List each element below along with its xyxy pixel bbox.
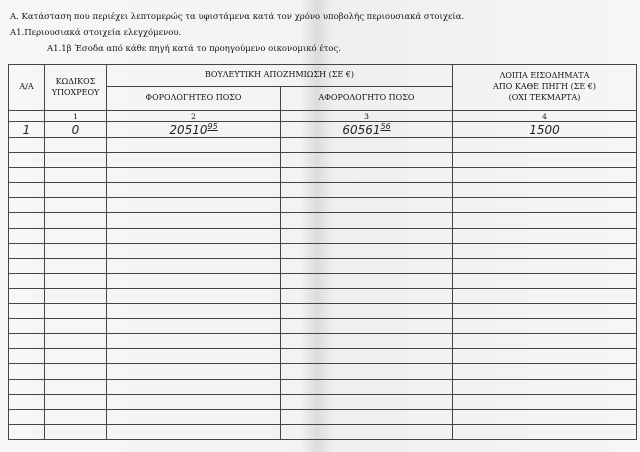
empty-row bbox=[9, 349, 637, 364]
index-blank bbox=[9, 111, 45, 122]
empty-row bbox=[9, 273, 637, 288]
row-other: 1500 bbox=[453, 122, 637, 138]
empty-row bbox=[9, 424, 637, 439]
row-taxfree: 60561$^{56}$ bbox=[281, 122, 453, 138]
header-taxfree: ΑΦΟΡΟΛΟΓΗΤΟ ΠΟΣΟ bbox=[281, 87, 453, 111]
header-code: ΚΩΔΙΚΟΣ ΥΠΟΧΡΕΟΥ bbox=[45, 65, 107, 111]
income-table bbox=[8, 64, 637, 440]
empty-row bbox=[9, 304, 637, 319]
subsection-title: Α1.Περιουσιακά στοιχεία ελεγχόμενου. bbox=[10, 28, 182, 38]
empty-row bbox=[9, 288, 637, 303]
empty-row bbox=[9, 379, 637, 394]
empty-row bbox=[9, 138, 637, 153]
index-1: 1 bbox=[45, 111, 107, 122]
section-title: Α. Κατάσταση που περιέχει λεπτομερώς τα υφιστάμενα κατά τον χρόνο υποβολής περιουσιακά στοιχεία. bbox=[10, 12, 465, 22]
index-3: 3 bbox=[281, 111, 453, 122]
empty-row bbox=[9, 394, 637, 409]
table-row bbox=[9, 122, 637, 138]
row-code: 0 bbox=[45, 122, 107, 138]
row-aa: 1 bbox=[9, 122, 45, 138]
header-other-income: ΛΟΙΠΑ ΕΙΣΟΔΗΜΑΤΑ ΑΠΟ ΚΑΘΕ ΠΗΓΗ (ΣΕ €) (ΟΧΙ ΤΕΚΜΑΡΤΑ) bbox=[453, 65, 637, 111]
empty-row bbox=[9, 243, 637, 258]
empty-row bbox=[9, 409, 637, 424]
header-aa: Α/Α bbox=[9, 65, 45, 111]
empty-row bbox=[9, 319, 637, 334]
empty-row bbox=[9, 364, 637, 379]
header-taxable: ΦΟΡΟΛΟΓΗΤΕΟ ΠΟΣΟ bbox=[107, 87, 281, 111]
empty-row bbox=[9, 183, 637, 198]
row-taxable: 20510$^{95}$ bbox=[107, 122, 281, 138]
index-2: 2 bbox=[107, 111, 281, 122]
empty-row bbox=[9, 258, 637, 273]
index-4: 4 bbox=[453, 111, 637, 122]
empty-row bbox=[9, 168, 637, 183]
empty-row bbox=[9, 213, 637, 228]
empty-row bbox=[9, 153, 637, 168]
empty-row bbox=[9, 334, 637, 349]
empty-row bbox=[9, 198, 637, 213]
subsubsection-title: Α1.1β Έσοδα από κάθε πηγή κατά το προηγούμενο οικονομικό έτος. bbox=[47, 44, 342, 54]
empty-row bbox=[9, 228, 637, 243]
header-compensation: ΒΟΥΛΕΥΤΙΚΗ ΑΠΟΖΗΜΙΩΣΗ (ΣΕ €) bbox=[107, 65, 453, 87]
